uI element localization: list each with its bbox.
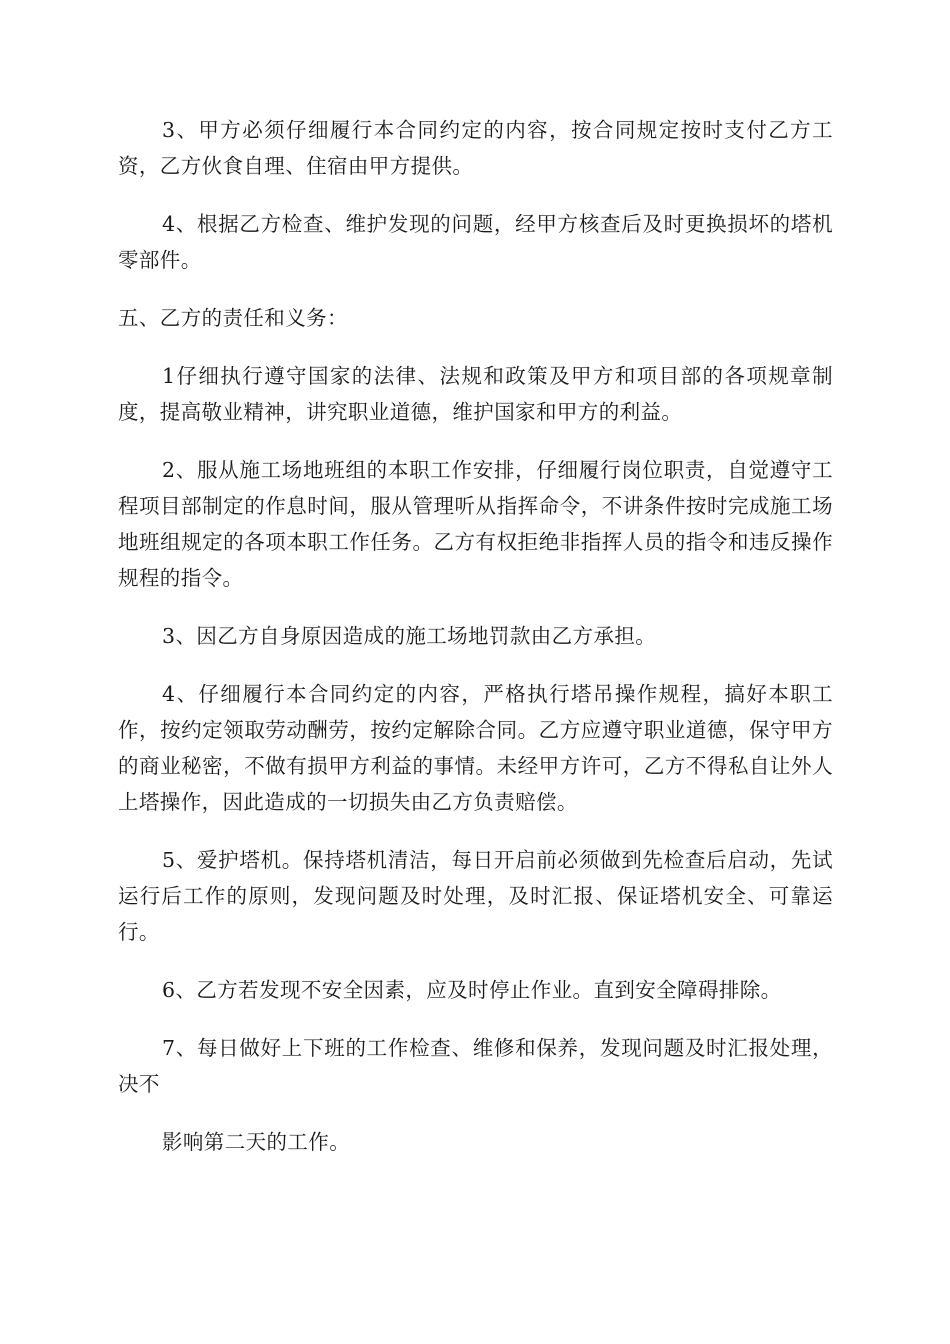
clause-a-4: 4、根据乙方检查、维护发现的问题，经甲方核查后及时更换损坏的塔机零部件。 — [118, 212, 833, 272]
clause-b-2: 2、服从施工场地班组的本职工作安排，仔细履行岗位职责，自觉遵守工程项目部制定的作息时间，服从管理听从指挥命令，不讲条件按时完成施工场地班组规定的各项本职工作任务。乙方有权拒绝非指挥人员的指令和违反操作规程的指令。 — [118, 458, 833, 590]
clause-b-7-continued: 影响第二天的工作。 — [162, 1130, 351, 1154]
clause-b-6: 6、乙方若发现不安全因素，应及时停止作业。直到安全障碍排除。 — [162, 978, 782, 1002]
clause-b-1: 1仔细执行遵守国家的法律、法规和政策及甲方和项目部的各项规章制度，提高敬业精神，讲究职业道德，维护国家和甲方的利益。 — [118, 364, 833, 424]
document-page — [118, 112, 833, 1182]
clause-a-3: 3、甲方必须仔细履行本合同约定的内容，按合同规定按时支付乙方工资，乙方伙食自理、住宿由甲方提供。 — [118, 118, 833, 178]
clause-b-3: 3、因乙方自身原因造成的施工场地罚款由乙方承担。 — [162, 624, 657, 648]
clause-b-7: 7、每日做好上下班的工作检查、维修和保养，发现问题及时汇报处理，决不 — [118, 1036, 833, 1096]
section-heading-5: 五、乙方的责任和义务： — [118, 306, 348, 330]
clause-b-4: 4、仔细履行本合同约定的内容，严格执行塔吊操作规程，搞好本职工作，按约定领取劳动酬劳，按约定解除合同。乙方应遵守职业道德，保守甲方的商业秘密，不做有损甲方利益的事情。未经甲方许可，乙方不得私自让外人上塔操作，因此造成的一切损失由乙方负责赔偿。 — [118, 682, 833, 814]
clause-b-5: 5、爱护塔机。保持塔机清洁，每日开启前必须做到先检查后启动，先试运行后工作的原则，发现问题及时处理，及时汇报、保证塔机安全、可靠运行。 — [118, 848, 833, 944]
